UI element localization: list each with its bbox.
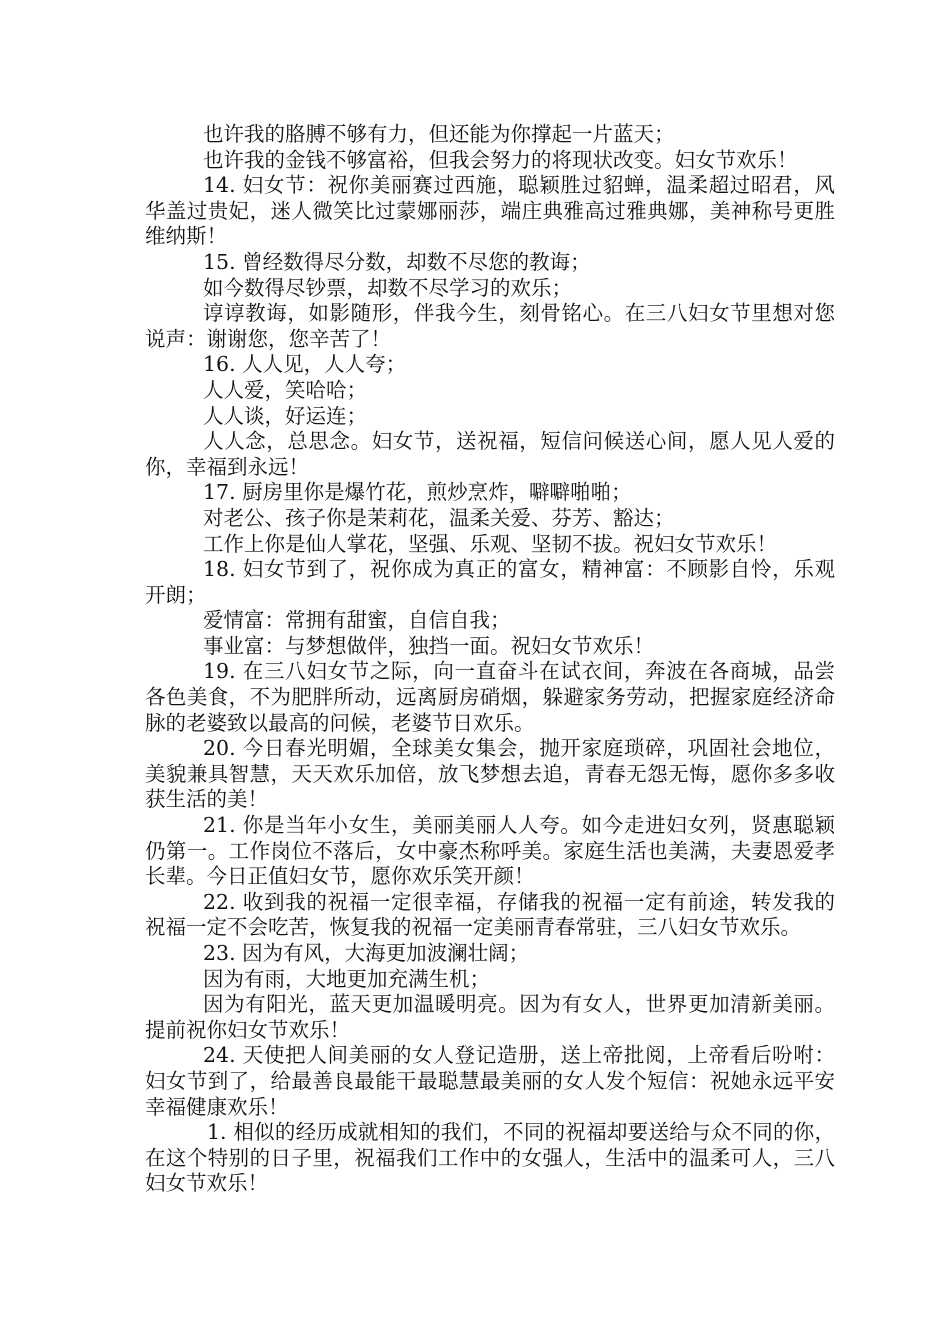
paragraph: 1. 相似的经历成就相知的我们，不同的祝福却要送给与众不同的你，在这个特别的日子里，祝福我们工作中的女强人，生活中的温柔可人，三八妇女节欢乐！	[145, 1120, 835, 1196]
paragraph: 人人谈，好运连；	[203, 403, 367, 428]
paragraph: 也许我的金钱不够富裕，但我会努力的将现状改变。妇女节欢乐！	[203, 147, 798, 172]
paragraph: 17. 厨房里你是爆竹花，煎炒烹炸，噼噼啪啪；	[203, 480, 632, 505]
paragraph: 14. 妇女节：祝你美丽赛过西施，聪颖胜过貂蝉，温柔超过昭君，风华盖过贵妃，迷人微笑比过蒙娜丽莎，端庄典雅高过雅典娜，美神称号更胜维纳斯！	[145, 173, 835, 249]
paragraph: 因为有雨，大地更加充满生机；	[203, 966, 490, 991]
paragraph: 24. 天使把人间美丽的女人登记造册，送上帝批阅，上帝看后吩咐：妇女节到了，给最善良最能干最聪慧最美丽的女人发个短信：祝她永远平安幸福健康欢乐！	[145, 1043, 835, 1119]
paragraph: 16. 人人见，人人夸；	[203, 352, 407, 377]
paragraph: 20. 今日春光明媚，全球美女集会，抛开家庭琐碎，巩固社会地位，美貌兼具智慧，天天欢乐加倍，放飞梦想去追，青春无怨无悔，愿你多多收获生活的美！	[145, 736, 835, 812]
paragraph: 15. 曾经数得尽分数，却数不尽您的教诲；	[203, 249, 591, 274]
paragraph: 19. 在三八妇女节之际，向一直奋斗在试衣间，奔波在各商城，品尝各色美食，不为肥胖所动，远离厨房硝烟，躲避家务劳动，把握家庭经济命脉的老婆致以最高的问候，老婆节日欢乐。	[145, 659, 835, 735]
paragraph: 22. 收到我的祝福一定很幸福，存储我的祝福一定有前途，转发我的祝福一定不会吃苦，恢复我的祝福一定美丽青春常驻，三八妇女节欢乐。	[145, 889, 835, 940]
paragraph: 对老公、孩子你是茉莉花，温柔关爱、芬芳、豁达；	[203, 505, 675, 530]
paragraph: 23. 因为有风，大海更加波澜壮阔；	[203, 941, 530, 965]
paragraph: 谆谆教诲，如影随形，伴我今生，刻骨铭心。在三八妇女节里想对您说声：谢谢您，您辛苦了！	[145, 301, 835, 351]
paragraph: 因为有阳光，蓝天更加温暖明亮。因为有女人，世界更加清新美丽。提前祝你妇女节欢乐！	[145, 992, 835, 1042]
paragraph: 人人爱，笑哈哈；	[203, 377, 367, 402]
paragraph: 18. 妇女节到了，祝你成为真正的富女，精神富：不顾影自怜，乐观开朗；	[145, 557, 835, 607]
paragraph: 人人念，总思念。妇女节，送祝福，短信问候送心间，愿人见人爱的你，幸福到永远！	[145, 429, 835, 479]
paragraph: 也许我的胳膊不够有力，但还能为你撑起一片蓝天；	[203, 122, 675, 146]
document-body	[145, 122, 835, 1197]
paragraph: 如今数得尽钞票，却数不尽学习的欢乐；	[203, 275, 572, 300]
paragraph: 工作上你是仙人掌花，坚强、乐观、坚韧不拔。祝妇女节欢乐！	[203, 531, 777, 556]
paragraph: 事业富：与梦想做伴，独挡一面。祝妇女节欢乐！	[203, 633, 654, 658]
paragraph: 爱情富：常拥有甜蜜，自信自我；	[203, 608, 511, 633]
paragraph: 21. 你是当年小女生，美丽美丽人人夸。如今走进妇女列，贤惠聪颖仍第一。工作岗位不落后，女中豪杰称呼美。家庭生活也美满，夫妻恩爱孝长辈。今日正值妇女节，愿你欢乐笑开颜！	[145, 813, 835, 889]
